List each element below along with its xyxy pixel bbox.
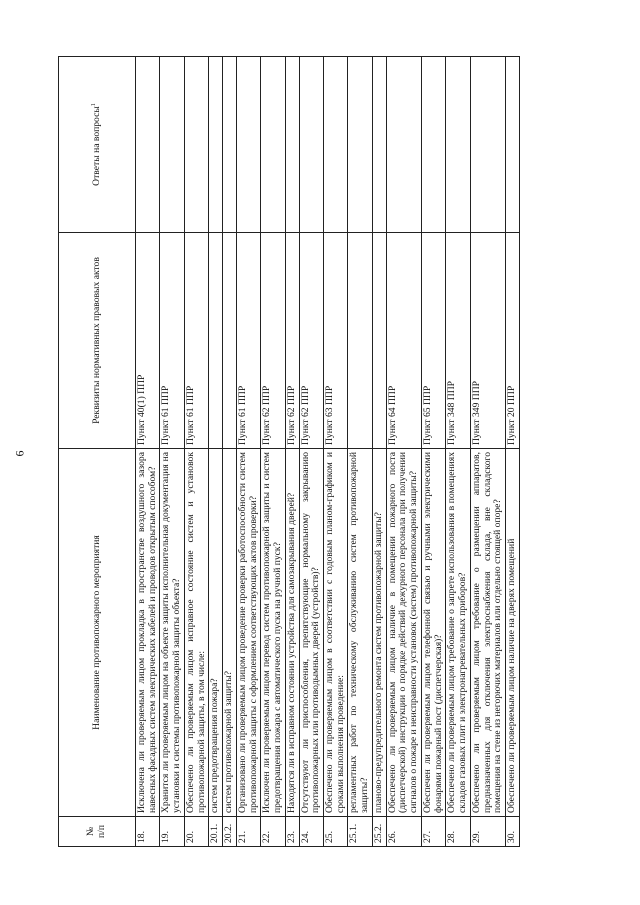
row-answer-cell[interactable] [372,57,386,233]
table-row [261,57,285,847]
row-num: 18. [136,817,160,847]
row-description: планово-предупредительного ремонта систем противопожарной защиты? [372,449,386,817]
row-description: систем противопожарной защиты? [223,449,237,817]
row-answer-cell[interactable] [223,57,237,233]
checklist-table [58,56,520,847]
row-reference: Пункт 61 ППР [236,233,260,449]
row-num: 28. [446,817,470,847]
row-description: Организовано ли проверяемым лицом проведение проверки работоспособности систем противопожарной защиты с оформлением соответствующих актов проверки? [236,449,260,817]
table-row [285,57,299,847]
row-description: Исключен ли проверяемым лицом перевод систем противопожарной защиты и систем предотвращения пожара с автоматического пуска на ручной пуск? [261,449,285,817]
row-answer-cell[interactable] [236,57,260,233]
row-answer-cell[interactable] [160,57,184,233]
row-description: Обеспечено ли проверяемым лицом исправное состояние систем и установок противопожарной защиты, в том числе: [184,449,208,817]
row-answer-cell[interactable] [506,57,520,233]
page-number: 6 [12,450,27,457]
row-description: Обеспечено ли проверяемым лицом наличие в помещении пожарного поста (диспетчерской) инструкции о порядке действий дежурного персонала при получении сигналов о пожаре и неисправности установок (систем) противопожарной защиты? [386,449,421,817]
row-reference: Пункт 62 ППР [285,233,299,449]
row-answer-cell[interactable] [386,57,421,233]
row-reference: Пункт 62 ППР [299,233,323,449]
row-reference: Пункт 61 ППР [184,233,208,449]
row-num: 26. [386,817,421,847]
row-reference [209,233,223,449]
row-reference: Пункт 64 ППР [386,233,421,449]
table-row [386,57,421,847]
row-answer-cell[interactable] [184,57,208,233]
table-row [160,57,184,847]
row-answer-cell[interactable] [421,57,445,233]
table-row [348,57,372,847]
header-num: № п/п [59,817,136,847]
row-num: 20. [184,817,208,847]
row-description: систем предотвращения пожара? [209,449,223,817]
row-num: 24. [299,817,323,847]
row-description: Хранится ли проверяемым лицом на объекте защиты исполнительная документация на установки и системы противопожарной защиты объекта? [160,449,184,817]
row-num: 25.2. [372,817,386,847]
row-num: 27. [421,817,445,847]
row-num: 30. [506,817,520,847]
table-row [506,57,520,847]
row-num: 20.2. [223,817,237,847]
row-reference: Пункт 349 ППР [470,233,505,449]
row-description: Обеспечено ли проверяемым лицом наличие на дверях помещений [506,449,520,817]
table-row [223,57,237,847]
table-row [236,57,260,847]
row-num: 19. [160,817,184,847]
row-num: 23. [285,817,299,847]
table-row [421,57,445,847]
row-answer-cell[interactable] [136,57,160,233]
row-description: Обеспечено ли проверяемым лицом требование о запрете использования в помещениях складов газовых плит и электронагревательных приборов? [446,449,470,817]
row-reference [372,233,386,449]
row-answer-cell[interactable] [285,57,299,233]
rotated-page [58,57,592,847]
row-num: 21. [236,817,260,847]
row-answer-cell[interactable] [299,57,323,233]
row-description: регламентных работ по техническому обслуживанию систем противопожарной защиты? [348,449,372,817]
row-reference: Пункт 20 ППР [506,233,520,449]
row-answer-cell[interactable] [209,57,223,233]
header-answers [59,57,136,233]
row-num: 22. [261,817,285,847]
row-reference: Пункт 348 ППР [446,233,470,449]
row-num: 20.1. [209,817,223,847]
row-reference: Пункт 65 ППР [421,233,445,449]
row-reference: Пункт 40(1) ППР [136,233,160,449]
table-row [209,57,223,847]
table-row [184,57,208,847]
table-row [372,57,386,847]
table-header-row [59,57,136,847]
row-description: Обеспечен ли проверяемым лицом телефонной связью и ручными электрическими фонарями пожарный пост (диспетчерская)? [421,449,445,817]
row-description: Отсутствуют ли приспособления, препятствующие нормальному закрыванию противопожарных или противодымных дверей (устройств)? [299,449,323,817]
row-reference: Пункт 61 ППР [160,233,184,449]
table-row [299,57,323,847]
row-answer-cell[interactable] [324,57,348,233]
row-reference: Пункт 62 ППР [261,233,285,449]
row-description: Обеспечено ли проверяемым лицом требование о размещении аппаратов, предназначенных для отключения электроснабжения склада, вне складского помещения на стене из негорючих материалов или отдельно стоящей опоре? [470,449,505,817]
table-row [470,57,505,847]
row-answer-cell[interactable] [261,57,285,233]
row-num: 25.1. [348,817,372,847]
row-answer-cell[interactable] [470,57,505,233]
row-reference [223,233,237,449]
row-description: Исключена ли проверяемым лицом прокладка в пространстве воздушного зазора навесных фасадных систем электрических кабелей и проводов открытым способом? [136,449,160,817]
row-reference [348,233,372,449]
header-refs: Реквизиты нормативных правовых актов [59,233,136,449]
row-description: Находятся ли в исправном состоянии устройства для самозакрывания дверей? [285,449,299,817]
row-reference: Пункт 63 ППР [324,233,348,449]
table-row [324,57,348,847]
header-answers-text: Ответы на вопросы [91,106,103,186]
table-row [136,57,160,847]
row-answer-cell[interactable] [348,57,372,233]
row-num: 29. [470,817,505,847]
table-row [446,57,470,847]
row-description: Обеспечено ли проверяемым лицом в соответствии с годовым планом-графиком и сроками выполнения проведение: [324,449,348,817]
header-answers-footnote: 1 [91,103,98,107]
header-name: Наименование противопожарного мероприятия [59,449,136,817]
row-answer-cell[interactable] [446,57,470,233]
row-num: 25. [324,817,348,847]
